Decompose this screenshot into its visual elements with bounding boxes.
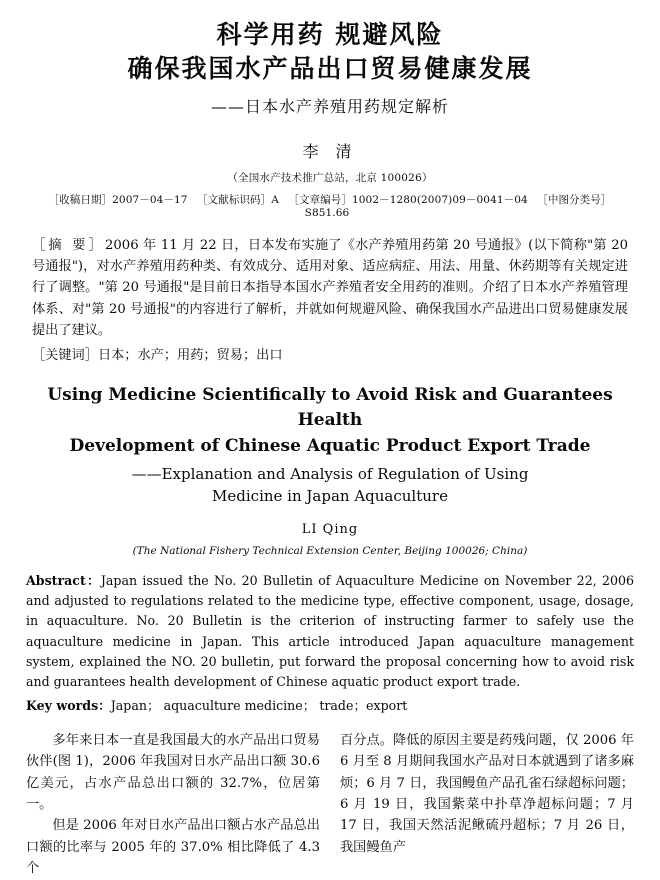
english-keywords bbox=[26, 696, 634, 716]
body-column-right bbox=[340, 730, 634, 880]
chinese-keywords bbox=[26, 345, 634, 366]
english-title bbox=[26, 383, 634, 460]
chinese-subtitle: ——日本水产养殖用药规定解析 bbox=[210, 96, 449, 116]
chinese-title bbox=[26, 18, 634, 86]
english-abstract-text: Japan issued the No. 20 Bulletin of Aquaculture Medicine on November 22, 2006 and adjusted to regulations related to the medicine type, effective component, usage, dosage, in aquaculture. No. 20 Bulletin is the criterion of instructing farmer to safely use the aquaculture medicine in Japan. This article introduced Japan aquaculture management system, explained the NO. 20 bulletin, put forward the proposal concerning how to avoid risk and guarantees health development of Chinese aquatic product export trade. bbox=[26, 572, 635, 690]
english-abstract bbox=[26, 571, 634, 693]
body-two-columns bbox=[26, 730, 634, 880]
english-abstract-label: Abstract： bbox=[26, 572, 101, 588]
english-title-line2: Development of Chinese Aquatic Product Export Trade bbox=[69, 435, 591, 456]
chinese-title-line2: 确保我国水产品出口贸易健康发展 bbox=[127, 53, 533, 83]
english-subtitle-line1: ——Explanation and Analysis of Regulation of Using bbox=[131, 465, 529, 483]
article-number: ［文章编号］1002－1280(2007)09－0041－04 bbox=[288, 193, 528, 206]
chinese-author: 李 清 bbox=[302, 141, 358, 161]
english-keywords-text: Japan； aquaculture medicine； trade；export bbox=[110, 697, 408, 713]
body-paragraph: 百分点。降低的原因主要是药残问题，仅 2006 年 6 月至 8 月期间我国水产品对日本就遇到了诸多麻烦；6 月 7 日，我国鳗鱼产品孔雀石绿超标问题；6 月 19 日，我国紫菜中扑草净超标问题；7 月 17 日，我国天然活泥鳅硫丹超标；7 月 26 日，我国鳗鱼产 bbox=[340, 732, 634, 855]
body-paragraph: 但是 2006 年对日水产品出口额占水产品总出口额的比率与 2005 年的 37.0% 相比降低了 4.3 个 bbox=[26, 818, 320, 877]
received-date: ［收稿日期］2007－04－17 bbox=[48, 193, 188, 206]
chinese-keywords-text: 日本；水产；用药；贸易；出口 bbox=[97, 348, 283, 364]
english-subtitle-line2: Medicine in Japan Aquaculture bbox=[212, 486, 448, 505]
body-paragraph: 多年来日本一直是我国最大的水产品出口贸易伙伴(图 1)，2006 年我国对日水产品出口额 30.6 亿美元，占水产品总出口额的 32.7%，位居第一。 bbox=[26, 732, 320, 813]
english-affiliation: (The National Fishery Technical Extension Center, Beijing 100026; China) bbox=[132, 544, 528, 557]
english-author: LI Qing bbox=[301, 521, 359, 537]
english-subtitle bbox=[26, 464, 634, 508]
chinese-abstract-label: ［摘 要］ bbox=[32, 237, 106, 253]
body-column-left bbox=[26, 730, 320, 880]
clc-number: ［中图分类号］S851.66 bbox=[304, 193, 612, 219]
english-keywords-label: Key words： bbox=[26, 697, 111, 713]
english-title-line1: Using Medicine Scientifically to Avoid Risk and Guarantees Health bbox=[47, 384, 613, 430]
article-metadata bbox=[26, 192, 634, 219]
document-code: ［文献标识码］A bbox=[197, 193, 279, 206]
chinese-title-line1: 科学用药 规避风险 bbox=[216, 20, 444, 49]
chinese-affiliation: （全国水产技术推广总站，北京 100026） bbox=[227, 171, 433, 184]
chinese-keywords-label: ［关键词］ bbox=[32, 348, 98, 364]
chinese-abstract-text: 2006 年 11 月 22 日，日本发布实施了《水产养殖用药第 20 号通报》(以下简称"第 20 号通报")，对水产养殖用药种类、有效成分、适用对象、适应病症、用法、用量、休药期等有关规定进行了调整。"第 20 号通报"是目前日本指导本国水产养殖者安全用药的准则。介绍了日本水产养殖管理体系、对"第 20 号通报"的内容进行了解析，并就如何规避风险、确保我国水产品进出口贸易健康发展提出了建议。 bbox=[32, 237, 628, 338]
chinese-abstract bbox=[26, 235, 634, 342]
